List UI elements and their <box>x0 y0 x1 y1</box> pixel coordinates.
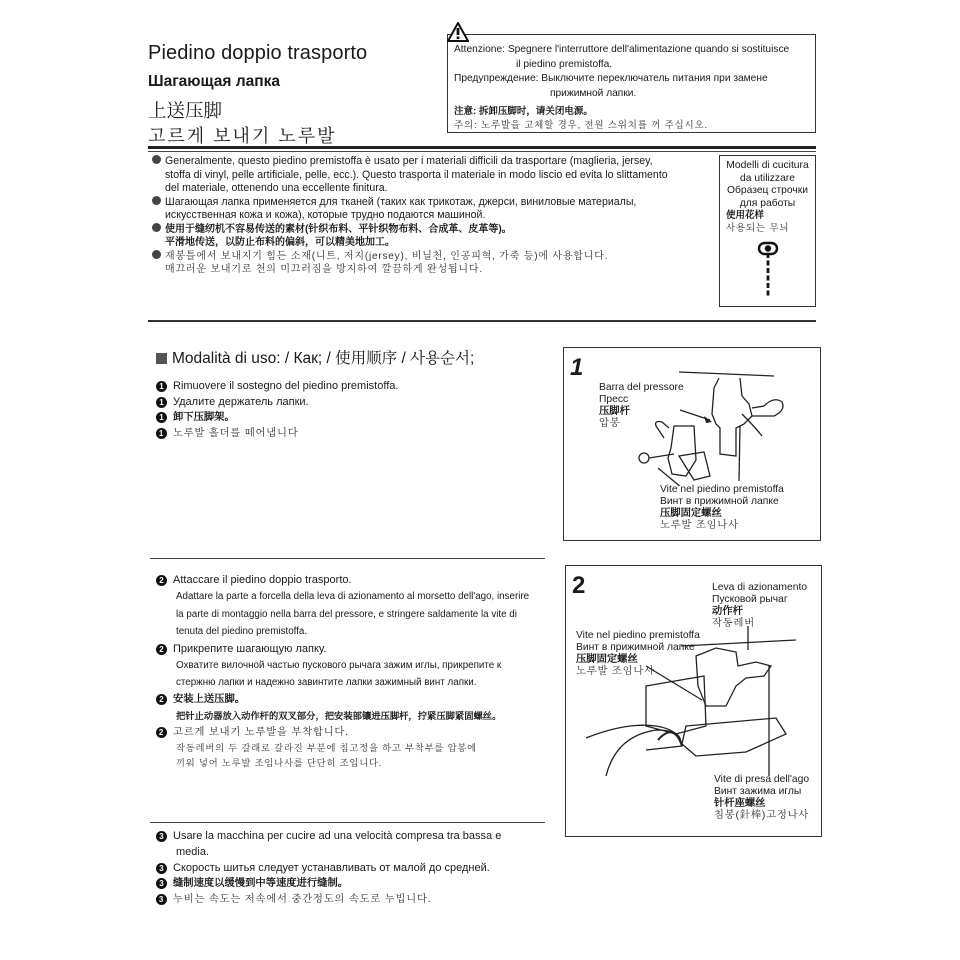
warning-text-ru-1: Выключите переключатель питания при замене <box>541 73 768 84</box>
header-divider-thin <box>148 151 816 152</box>
figure-2-label-needle-screw <box>714 774 809 822</box>
step2-ko-sub-2: 끼워 넣어 노루발 조임나사를 단단히 조입니다. <box>176 758 383 768</box>
intro-zh <box>152 223 717 237</box>
intro-ko-line-1: 재봉틀에서 보내지기 힘든 소재(니트, 저지(jersey), 비닐천, 인공피혁, 가죽 등)에 사용합니다. <box>165 250 609 262</box>
step2-zh-sub: 把针止动器放入动作杆的双叉部分，把安装部镶进压脚杆，拧紧压脚紧固螺丝。 <box>176 710 502 721</box>
header-divider <box>148 146 816 149</box>
step1-it-text: Rimuovere il sostegno del piedino premistoffa. <box>173 380 399 392</box>
label-it: Vite di presa dell'ago <box>714 774 810 785</box>
warning-label-ko: 주의: <box>454 120 478 131</box>
step2-ko <box>156 725 529 741</box>
figure-2 <box>565 565 822 837</box>
title-italian: Piedino doppio trasporto <box>148 42 368 64</box>
models-it-1: Modelli di cucitura <box>726 160 809 171</box>
label-it: Leva di azionamento <box>712 582 808 593</box>
intro-ru <box>152 196 717 210</box>
step2-it-text: Attaccare il piedino doppio trasporto. <box>173 574 352 586</box>
walking-foot-attach-illustration <box>586 626 816 776</box>
figure-1 <box>563 347 821 541</box>
step2-ru-sub-1: Охватите вилочной частью пускового рычага зажим иглы, прикрепите к <box>176 659 502 671</box>
stitch-models-box <box>719 155 816 307</box>
step-number-icon: 2 <box>156 694 167 705</box>
step-divider <box>150 822 545 823</box>
intro-zh-line-1: 使用于缝纫机不容易传送的素材(针织布料、平针织物布料、合成革、皮革等)。 <box>165 223 512 235</box>
warning-text-ru-2: прижимной лапки. <box>550 88 637 99</box>
bullet-icon <box>152 155 161 164</box>
step2-ru <box>156 641 529 657</box>
bullet-icon <box>152 196 161 205</box>
figure-1-number: 1 <box>570 354 584 381</box>
step1-ru <box>156 394 398 410</box>
step3-ru <box>156 860 501 876</box>
title-chinese: 上送压脚 <box>148 100 223 121</box>
bullet-icon <box>152 223 161 232</box>
section-divider <box>148 320 816 322</box>
intro-ru-line-1: Шагающая лапка применяется для тканей (таких как трикотаж, джерси, виниловые материалы, <box>165 195 637 208</box>
step3-it <box>156 828 501 844</box>
step3-ko-text: 누비는 속도는 저속에서 중간정도의 속도로 누빕니다. <box>173 894 432 905</box>
label-ko: 압봉 <box>599 418 621 429</box>
label-it: Barra del pressore <box>599 382 684 393</box>
warning-text-it-1: Spegnere l'interruttore dell'alimentazione quando si sostituisce <box>507 44 790 55</box>
step1-ko <box>156 426 398 442</box>
step3-list <box>156 828 501 908</box>
straight-stitch-pattern-icon <box>720 241 815 304</box>
label-it: Vite nel piedino premistoffa <box>576 630 700 641</box>
step2-list <box>156 572 529 771</box>
step3-ko <box>156 892 501 908</box>
intro-ko-line-2: 매끄러운 보내기로 천의 미끄러짐을 방지하여 깔끔하게 완성됩니다. <box>165 264 483 275</box>
label-ko: 노루발 조임나사 <box>660 520 739 531</box>
intro-zh-line-2: 平滑地传送，以防止布料的偏斜，可以精美地加工。 <box>165 237 395 248</box>
step-number-icon: 1 <box>156 428 167 439</box>
label-it: Vite nel piedino premistoffa <box>660 484 784 495</box>
label-zh: 针杆座螺丝 <box>714 798 766 809</box>
title-korean: 고르게 보내기 노루발 <box>148 126 337 146</box>
models-zh: 使用花样 <box>726 210 765 221</box>
step1-ko-text: 노루발 홀더를 떼어냅니다 <box>173 428 299 439</box>
presser-foot-removal-illustration <box>624 366 814 486</box>
intro-it-line-1: Generalmente, questo piedino premistoffa è usato per i materiali difficili da trasportare (maglieria, jersey, <box>165 155 653 167</box>
label-ru: Винт в прижимной лапке <box>576 642 695 653</box>
step2-ko-sub-1: 작동레버의 두 갈래로 갈라진 부분에 침고정을 하고 부착부를 압봉에 <box>176 743 477 753</box>
usage-heading <box>156 346 474 368</box>
warning-chinese <box>454 103 593 117</box>
square-bullet-icon <box>156 353 167 364</box>
models-ru-2: для работы <box>739 197 796 209</box>
label-ko: 노루발 조임나사 <box>576 666 655 677</box>
step1-it <box>156 378 398 394</box>
step1-list <box>156 378 398 442</box>
step3-it-text-2: media. <box>176 846 210 858</box>
warning-label-zh: 注意: <box>454 106 477 117</box>
label-ru: Винт зажима иглы <box>714 786 802 797</box>
label-zh: 压脚固定螺丝 <box>660 508 722 519</box>
warning-box <box>447 34 816 133</box>
warning-korean <box>454 117 708 131</box>
warning-label-ru: Предупреждение: <box>454 73 539 84</box>
step2-zh-text: 安装上送压脚。 <box>173 693 246 705</box>
figure-1-label-foot-screw <box>660 484 784 532</box>
label-ru: Пресс <box>599 394 629 405</box>
step2-it <box>156 572 529 588</box>
label-zh: 压脚固定螺丝 <box>576 654 638 665</box>
models-it-2: da utilizzare <box>740 172 795 184</box>
intro-it-line-3: del materiale, ottenendo una eccellente finitura. <box>165 182 388 194</box>
step2-ko-text: 고르게 보내기 노루발을 부착합니다. <box>173 727 349 738</box>
step3-zh-text: 缝制速度以缓慢到中等速度进行缝制。 <box>173 878 349 889</box>
warning-russian <box>454 73 768 84</box>
intro-ru-line-2: искусственная кожа и кожа), которые трудно подаются машиной. <box>165 209 486 221</box>
step2-it-sub-1: Adattare la parte a forcella della leva di azionamento al morsetto dell'ago, inserire <box>176 591 530 602</box>
label-zh: 压脚杆 <box>599 406 630 417</box>
label-ko: 침봉(針棒)고정나사 <box>714 810 810 821</box>
step-number-icon: 3 <box>156 878 167 889</box>
step-number-icon: 3 <box>156 863 167 874</box>
step-number-icon: 2 <box>156 575 167 586</box>
warning-text-zh: 拆卸压脚时，请关闭电源。 <box>478 106 593 117</box>
warning-triangle-icon <box>447 22 469 47</box>
label-ru: Винт в прижимной лапке <box>660 496 779 507</box>
warning-label-it: Attenzione: <box>454 44 505 55</box>
step-number-icon: 1 <box>156 397 167 408</box>
warning-text-it-2: il piedino premistoffa. <box>516 59 613 70</box>
step2-ru-sub-2: стержню лапки и надежно завинтите лапки зажимный винт лапки. <box>176 677 477 688</box>
bullet-icon <box>152 250 161 259</box>
step3-ru-text: Скорость шитья следует устанавливать от малой до средней. <box>173 862 490 874</box>
step1-ru-text: Удалите держатель лапки. <box>173 396 309 408</box>
label-zh: 动作杆 <box>712 606 743 617</box>
step3-zh <box>156 876 501 892</box>
step1-zh-text: 卸下压脚架。 <box>173 412 235 423</box>
label-ko: 작동레버 <box>712 618 755 629</box>
step-number-icon: 3 <box>156 831 167 842</box>
step2-it-sub-3: tenuta del piedino premistoffa. <box>176 626 308 637</box>
intro-description <box>152 155 717 277</box>
step-number-icon: 2 <box>156 727 167 738</box>
step2-ru-text: Прикрепите шагающую лапку. <box>173 642 327 655</box>
step1-zh <box>156 410 398 426</box>
intro-ko <box>152 250 717 264</box>
models-ru-1: Образец строчки <box>726 185 809 196</box>
warning-text-ko: 노루발을 고체할 경우, 전원 스위치를 꺼 주십시오. <box>480 120 708 131</box>
step2-zh <box>156 692 529 708</box>
label-ru: Пусковой рычаг <box>712 594 788 605</box>
step-number-icon: 1 <box>156 412 167 423</box>
step3-it-text-1: Usare la macchina per cucire ad una velocità compresa tra bassa e <box>173 830 502 842</box>
step-number-icon: 3 <box>156 894 167 905</box>
title-russian: Шагающая лапка <box>148 73 280 90</box>
intro-it <box>152 155 717 169</box>
intro-it-line-2: stoffa di vinyl, pelle artificiale, pelle, ecc.). Questo trasporta il materiale in modo liscio ed evita lo slittamento <box>165 168 668 181</box>
figure-2-number: 2 <box>572 572 586 599</box>
usage-heading-text: Modalità di uso: / Как; / 使用顺序 / 사용순서; <box>172 350 475 367</box>
step2-it-sub-2: la parte di montaggio nella barra del pressore, e stringere saldamente la vite di <box>176 608 517 620</box>
models-ko: 사용되는 무늬 <box>726 222 790 234</box>
figure-2-label-lever <box>712 582 807 630</box>
warning-italian <box>454 44 789 55</box>
step-number-icon: 1 <box>156 381 167 392</box>
step-divider <box>150 558 545 559</box>
step-number-icon: 2 <box>156 644 167 655</box>
